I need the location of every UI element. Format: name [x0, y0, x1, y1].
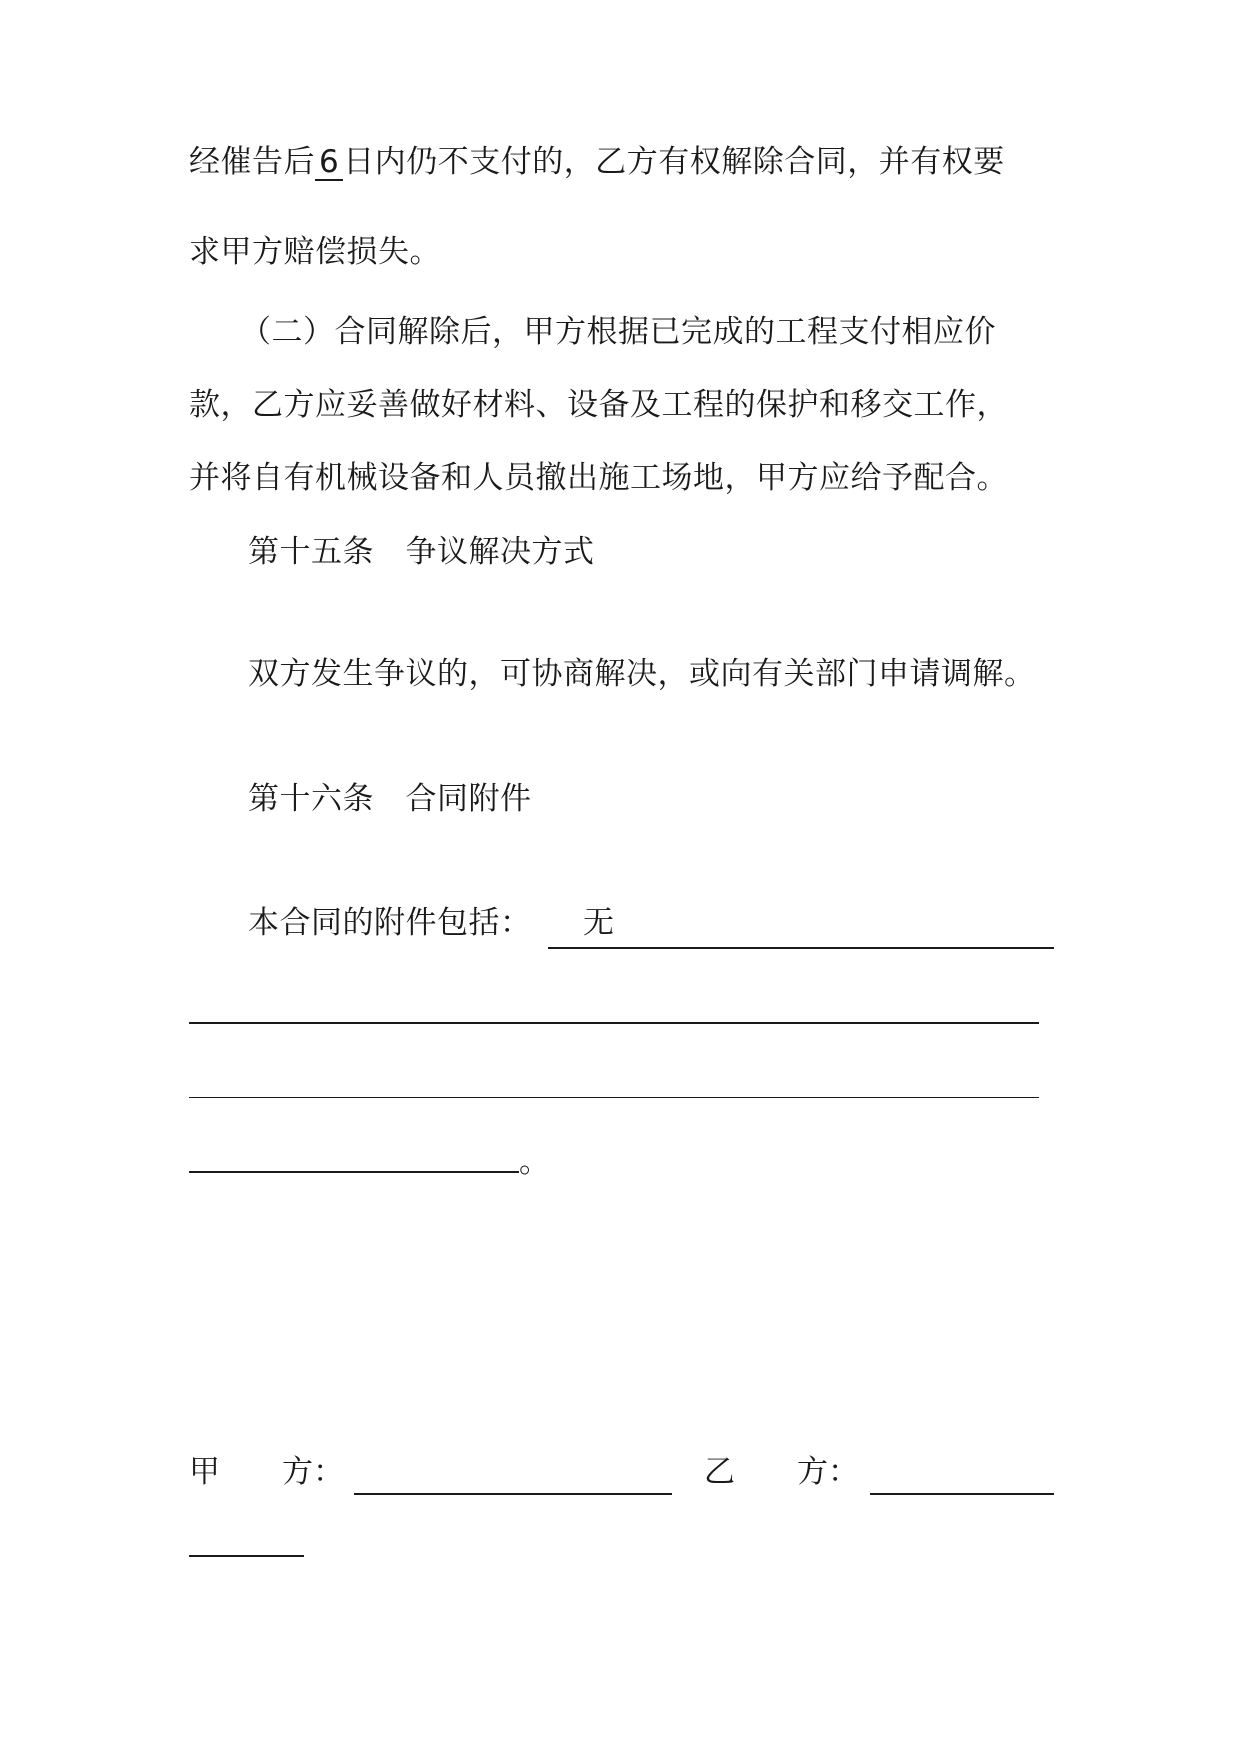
- attachments-blank-line: [189, 1022, 1039, 1024]
- article-15-heading: 第十五条 争议解决方式: [248, 534, 595, 570]
- party-b-label: 乙 方：: [704, 1454, 859, 1490]
- attachments-value: 无: [583, 905, 614, 941]
- article-15-body: 双方发生争议的，可协商解决，或向有关部门申请调解。: [248, 656, 1036, 692]
- attachments-label: 本合同的附件包括：: [248, 905, 532, 941]
- party-b-signature-line: [870, 1493, 1054, 1495]
- paragraph-line: 求甲方赔偿损失。: [189, 234, 441, 270]
- party-b-signature-line-continued: [189, 1555, 304, 1557]
- end-period: 。: [519, 1144, 550, 1180]
- days-value: 6: [315, 145, 343, 181]
- paragraph-line: 款，乙方应妥善做好材料、设备及工程的保护和移交工作，: [189, 387, 1008, 423]
- paragraph-text: 日内仍不支付的，乙方有权解除合同，并有权要: [343, 144, 1005, 180]
- paragraph-text: 经催告后: [189, 144, 315, 180]
- paragraph-line: （二）合同解除后，甲方根据已完成的工程支付相应价: [240, 314, 996, 350]
- article-16-heading: 第十六条 合同附件: [248, 781, 532, 817]
- attachments-blank-line: [189, 1171, 519, 1173]
- paragraph-line: [189, 140, 1005, 184]
- party-a-label: 甲 方：: [189, 1454, 344, 1490]
- party-a-signature-line: [354, 1493, 672, 1495]
- paragraph-line: 并将自有机械设备和人员撤出施工场地，甲方应给予配合。: [189, 460, 1008, 496]
- attachments-blank-line: [548, 947, 1054, 949]
- attachments-blank-line: [189, 1097, 1039, 1098]
